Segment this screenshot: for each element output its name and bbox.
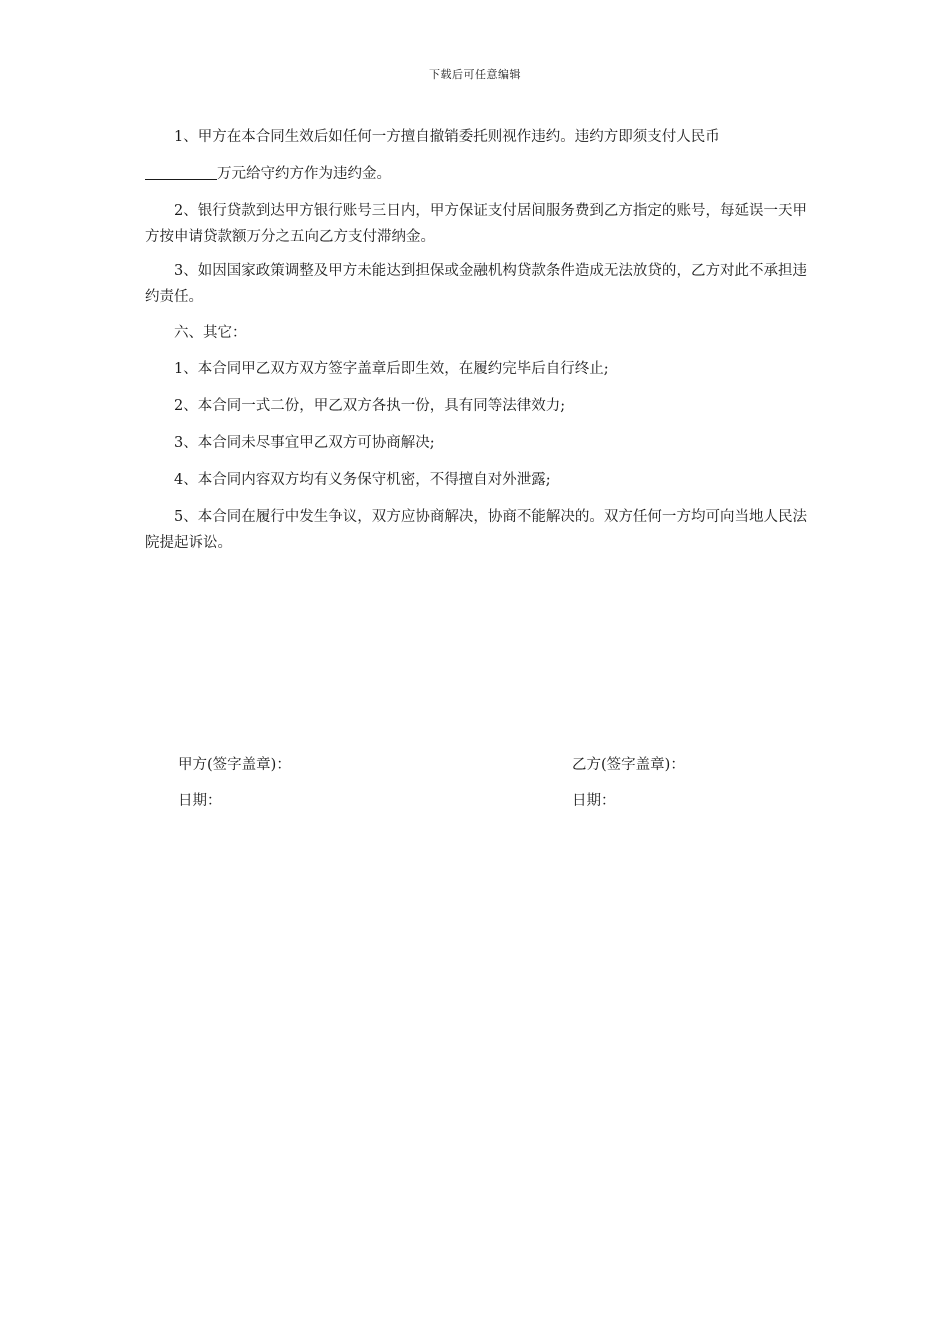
party-a-date-label: 日期： [178, 793, 222, 809]
section-6-item-2: 2、本合同一式二份，甲乙双方各执一份，具有同等法律效力; [174, 398, 566, 414]
section-6-item-5: 5、本合同在履行中发生争议，双方应协商解决，协商不能解决的。双方任何一方均可向当地人民法院提起诉讼。 [145, 509, 807, 551]
download-note: 下载后可任意编辑 [429, 68, 521, 81]
section-6-item-1: 1、本合同甲乙双方双方签字盖章后即生效，在履约完毕后自行终止; [174, 361, 609, 377]
clause-3: 3、如因国家政策调整及甲方未能达到担保或金融机构贷款条件造成无法放贷的，乙方对此不承担违约责任。 [145, 263, 807, 305]
section-6-item-4: 4、本合同内容双方均有义务保守机密，不得擅自对外泄露; [174, 472, 551, 488]
party-a-signature-label: 甲方(签字盖章)： [178, 757, 291, 773]
contract-body [145, 124, 807, 556]
clause-2: 2、银行贷款到达甲方银行账号三日内，甲方保证支付居间服务费到乙方指定的账号，每延误一天甲方按申请贷款额万分之五向乙方支付滞纳金。 [145, 203, 807, 245]
clause-1 [145, 124, 807, 150]
section-6-item-3: 3、本合同未尽事宜甲乙双方可协商解决; [174, 435, 435, 451]
clause-1-text: 1、甲方在本合同生效后如任何一方擅自撤销委托则视作违约。违约方即须支付人民币 [174, 129, 720, 145]
clause-1-text-2: 万元给守约方作为违约金。 [217, 166, 391, 182]
party-b-date-label: 日期： [572, 793, 616, 809]
party-b-signature-label: 乙方(签字盖章)： [572, 757, 685, 773]
amount-blank-line [145, 165, 217, 180]
section-6-title: 六、其它： [174, 325, 247, 341]
clause-1-continuation [145, 161, 807, 187]
